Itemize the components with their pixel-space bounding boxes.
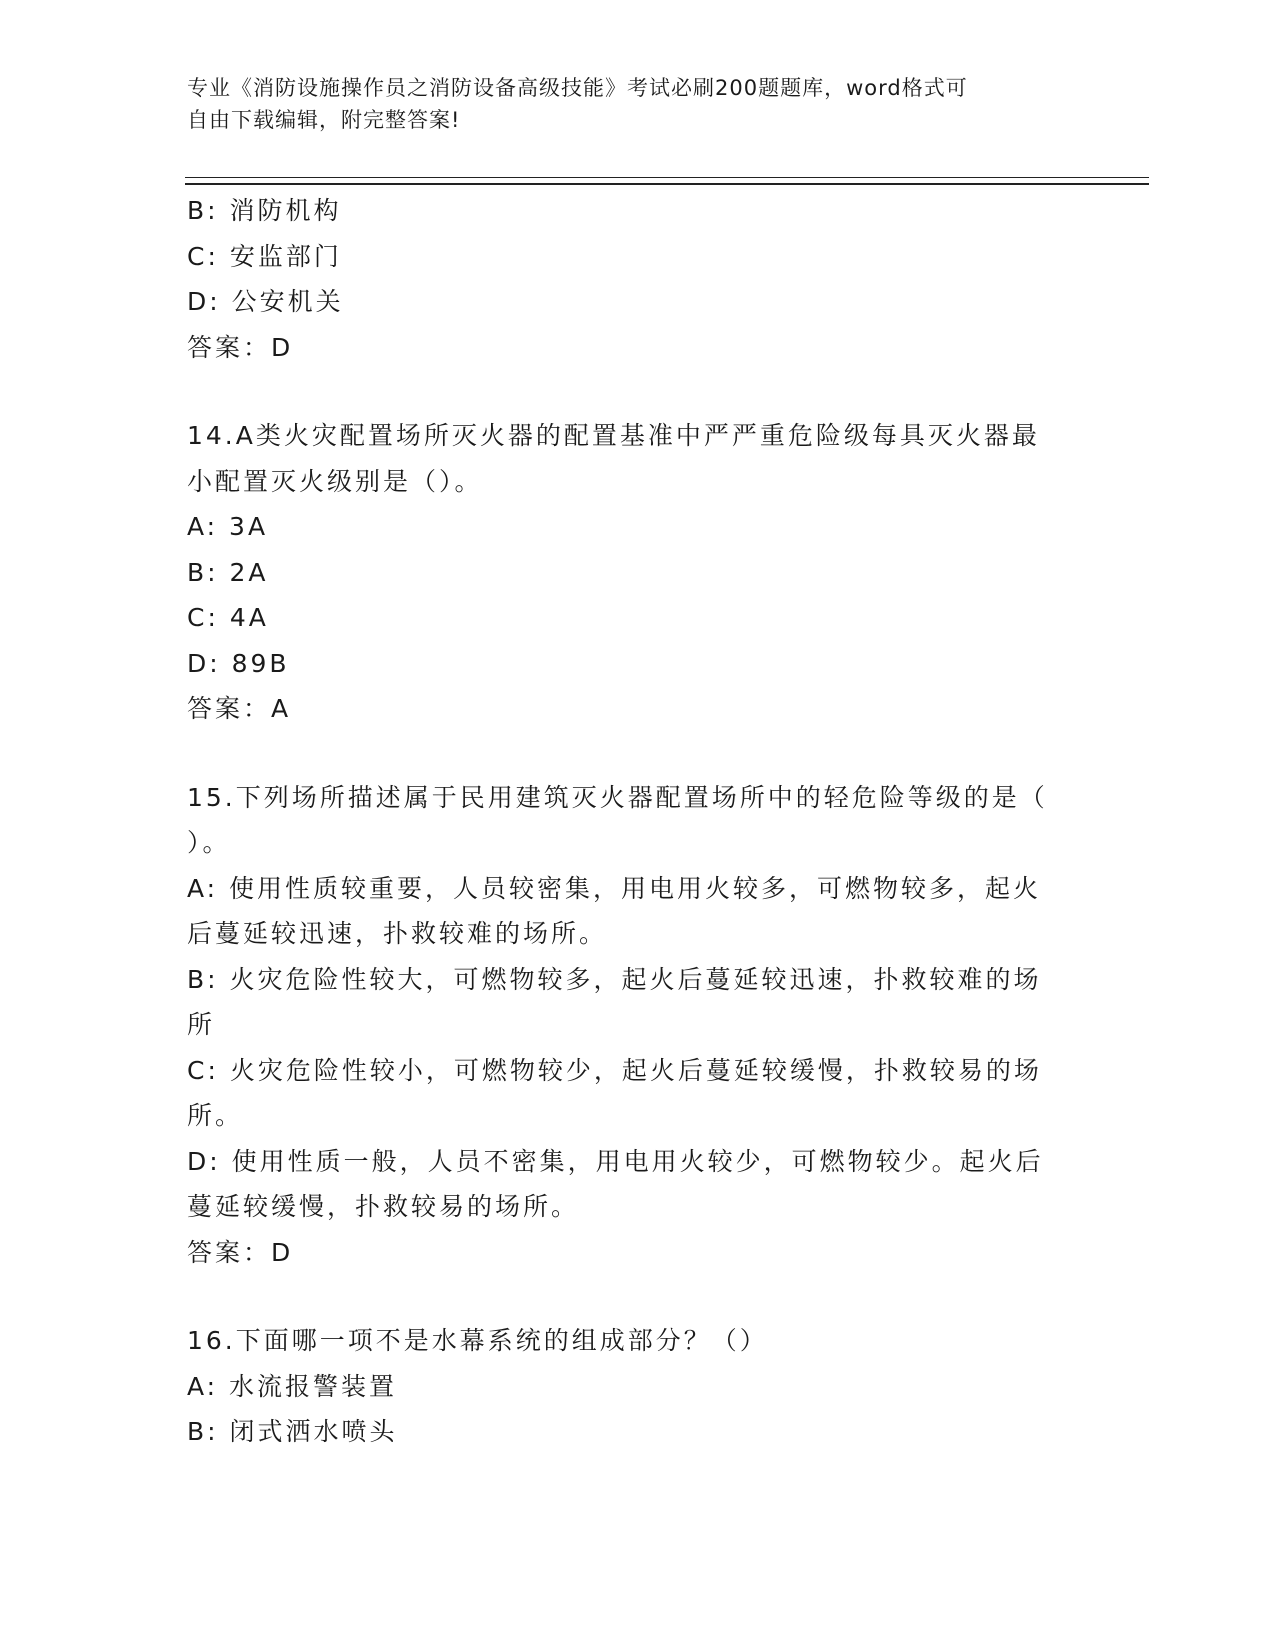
option-c-line-2: 所。 — [187, 1101, 244, 1130]
question-13 — [187, 188, 1067, 370]
option-b-line-1: B: 火灾危险性较大，可燃物较多，起火后蔓延较迅速，扑救较难的场 — [187, 964, 1042, 994]
option-d-line-2: 蔓延较缓慢，扑救较易的场所。 — [187, 1192, 580, 1221]
question-15 — [187, 775, 1067, 1276]
option-a: A: 3A — [187, 512, 269, 541]
question-14 — [187, 413, 1067, 732]
option-d: D: 89B — [187, 648, 290, 678]
answer: 答案：D — [187, 1237, 294, 1267]
spacer — [187, 1275, 1067, 1318]
header-divider-thick — [185, 183, 1149, 185]
question-text-line-2: ）。 — [187, 828, 231, 857]
option-a-line-2: 后蔓延较迅速，扑救较难的场所。 — [187, 919, 608, 948]
question-text-line-1: 14.A类火灾配置场所灭火器的配置基准中严严重危险级每具灭火器最 — [187, 421, 1040, 450]
option-a: A: 水流报警装置 — [187, 1371, 398, 1401]
option-d-line-1: D: 使用性质一般，人员不密集，用电用火较少，可燃物较少。起火后 — [187, 1146, 1044, 1176]
question-text-line-2: 小配置灭火级别是（）。 — [187, 466, 483, 496]
question-16 — [187, 1318, 1067, 1455]
option-d: D: 公安机关 — [187, 287, 344, 316]
option-c: C: 安监部门 — [187, 241, 342, 271]
spacer — [187, 370, 1067, 413]
option-c: C: 4A — [187, 603, 269, 632]
document-body — [187, 188, 1067, 1455]
option-c-line-1: C: 火灾危险性较小，可燃物较少，起火后蔓延较缓慢，扑救较易的场 — [187, 1055, 1042, 1085]
header-line-1: 专业《消防设施操作员之消防设备高级技能》考试必刷200题题库，word格式可 — [187, 76, 968, 100]
document-header — [187, 72, 1067, 136]
option-b: B: 消防机构 — [187, 196, 342, 225]
header-line-2: 自由下载编辑，附完整答案! — [187, 108, 461, 132]
answer: 答案：D — [187, 332, 294, 362]
spacer — [187, 732, 1067, 775]
question-text-line-1: 16.下面哪一项不是水幕系统的组成部分？（） — [187, 1326, 768, 1355]
option-b: B: 闭式洒水喷头 — [187, 1417, 398, 1446]
option-a-line-1: A: 使用性质较重要，人员较密集，用电用火较多，可燃物较多，起火 — [187, 873, 1042, 903]
header-divider-thin — [185, 177, 1149, 178]
question-text-line-1: 15.下列场所描述属于民用建筑灭火器配置场所中的轻危险等级的是（ — [187, 782, 1048, 812]
option-b: B: 2A — [187, 557, 269, 587]
answer: 答案：A — [187, 694, 292, 723]
option-b-line-2: 所 — [187, 1010, 216, 1039]
